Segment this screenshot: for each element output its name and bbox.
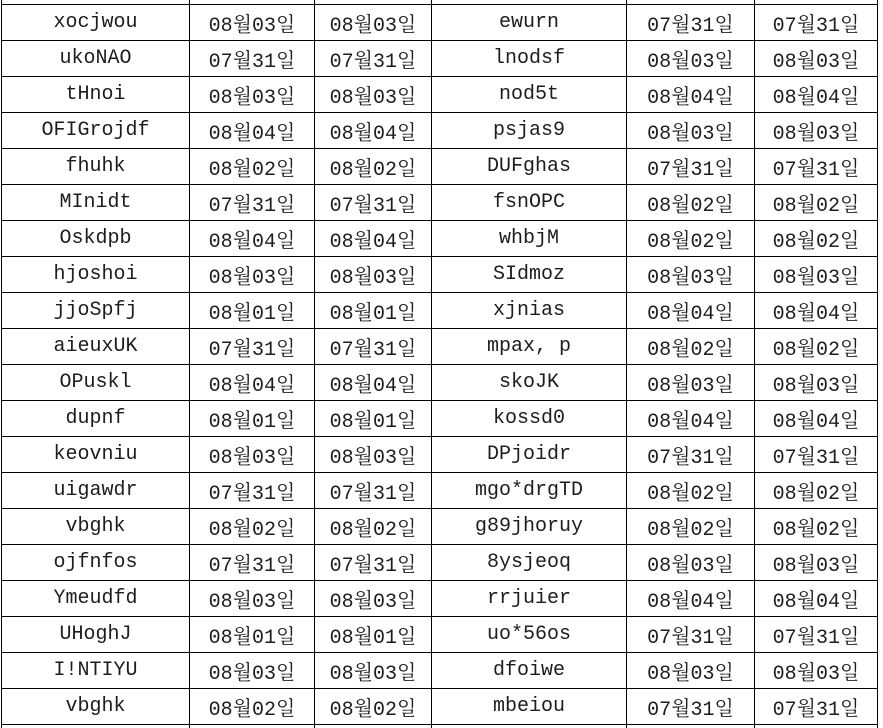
table-row bbox=[2, 293, 878, 329]
date-cell: 07월31일 bbox=[755, 617, 878, 653]
name-cell: ewurn bbox=[432, 5, 627, 41]
table-row bbox=[2, 149, 878, 185]
table-row bbox=[2, 509, 878, 545]
date-cell: 08월03일 bbox=[315, 5, 432, 41]
date-cell: 07월31일 bbox=[190, 41, 315, 77]
name-cell: uigawdr bbox=[2, 473, 190, 509]
date-cell: 07월31일 bbox=[315, 473, 432, 509]
name-cell: rrjuier bbox=[432, 581, 627, 617]
table-row bbox=[2, 545, 878, 581]
date-cell: 07월31일 bbox=[315, 545, 432, 581]
name-cell bbox=[432, 725, 627, 728]
name-cell: mgo*drgTD bbox=[432, 473, 627, 509]
date-cell: 08월04일 bbox=[627, 581, 755, 617]
date-cell: 08월03일 bbox=[755, 653, 878, 689]
name-cell: vbghk bbox=[2, 509, 190, 545]
name-cell: Oskdpb bbox=[2, 221, 190, 257]
date-cell: 08월02일 bbox=[315, 689, 432, 725]
date-cell: 08월02일 bbox=[190, 689, 315, 725]
table-row bbox=[2, 113, 878, 149]
name-cell: kossd0 bbox=[432, 401, 627, 437]
name-cell: xjnias bbox=[432, 293, 627, 329]
date-cell: 08월03일 bbox=[190, 77, 315, 113]
table-row bbox=[2, 5, 878, 41]
date-cell: 08월02일 bbox=[627, 185, 755, 221]
name-cell: UHoghJ bbox=[2, 617, 190, 653]
date-cell: 08월02일 bbox=[627, 221, 755, 257]
name-cell bbox=[2, 725, 190, 728]
name-cell: whbjM bbox=[432, 221, 627, 257]
date-cell: 07월31일 bbox=[190, 329, 315, 365]
name-cell: OPuskl bbox=[2, 365, 190, 401]
partial-row bbox=[2, 725, 878, 728]
name-cell: mpax, p bbox=[432, 329, 627, 365]
table-row bbox=[2, 581, 878, 617]
name-cell: fhuhk bbox=[2, 149, 190, 185]
date-cell: 08월04일 bbox=[755, 581, 878, 617]
table-row bbox=[2, 329, 878, 365]
name-cell: mbeiou bbox=[432, 689, 627, 725]
name-cell: uo*56os bbox=[432, 617, 627, 653]
date-cell: 08월03일 bbox=[190, 581, 315, 617]
date-cell: 08월03일 bbox=[315, 653, 432, 689]
date-cell: 08월03일 bbox=[755, 257, 878, 293]
date-cell: 08월03일 bbox=[755, 365, 878, 401]
date-cell: 08월02일 bbox=[190, 149, 315, 185]
table-row bbox=[2, 689, 878, 725]
date-cell: 08월03일 bbox=[627, 41, 755, 77]
date-cell: 08월04일 bbox=[627, 401, 755, 437]
date-cell: 08월03일 bbox=[627, 257, 755, 293]
date-cell: 07월31일 bbox=[755, 437, 878, 473]
name-cell: ojfnfos bbox=[2, 545, 190, 581]
date-cell: 08월04일 bbox=[627, 293, 755, 329]
date-cell: 08월01일 bbox=[190, 293, 315, 329]
name-cell: ukoNAO bbox=[2, 41, 190, 77]
name-cell: xocjwou bbox=[2, 5, 190, 41]
table-row bbox=[2, 221, 878, 257]
name-cell: OFIGrojdf bbox=[2, 113, 190, 149]
date-cell: 08월02일 bbox=[627, 473, 755, 509]
date-cell: 08월04일 bbox=[755, 77, 878, 113]
name-cell: tHnoi bbox=[2, 77, 190, 113]
date-cell: 07월31일 bbox=[755, 689, 878, 725]
date-cell: 07월31일 bbox=[190, 545, 315, 581]
date-cell: 07월31일 bbox=[315, 185, 432, 221]
table-row bbox=[2, 41, 878, 77]
date-cell: 08월03일 bbox=[190, 257, 315, 293]
date-cell: 08월04일 bbox=[190, 113, 315, 149]
date-cell: 08월04일 bbox=[190, 221, 315, 257]
date-cell: 08월03일 bbox=[755, 41, 878, 77]
dates-table bbox=[1, 0, 878, 728]
date-cell: 08월03일 bbox=[627, 113, 755, 149]
date-cell: 08월03일 bbox=[315, 77, 432, 113]
date-cell bbox=[755, 725, 878, 728]
name-cell: DUFghas bbox=[432, 149, 627, 185]
date-cell: 08월04일 bbox=[755, 293, 878, 329]
name-cell: nod5t bbox=[432, 77, 627, 113]
date-cell: 08월02일 bbox=[315, 149, 432, 185]
name-cell: I!NTIYU bbox=[2, 653, 190, 689]
date-cell: 07월31일 bbox=[627, 5, 755, 41]
name-cell: MInidt bbox=[2, 185, 190, 221]
name-cell: dfoiwe bbox=[432, 653, 627, 689]
name-cell: Ymeudfd bbox=[2, 581, 190, 617]
name-cell: SIdmoz bbox=[432, 257, 627, 293]
date-cell: 07월31일 bbox=[315, 41, 432, 77]
date-cell: 08월02일 bbox=[627, 329, 755, 365]
table-row bbox=[2, 437, 878, 473]
date-cell: 07월31일 bbox=[627, 149, 755, 185]
table-row bbox=[2, 653, 878, 689]
table-row bbox=[2, 473, 878, 509]
date-cell: 08월04일 bbox=[315, 221, 432, 257]
date-cell: 08월02일 bbox=[627, 509, 755, 545]
name-cell: jjoSpfj bbox=[2, 293, 190, 329]
date-cell: 08월02일 bbox=[190, 509, 315, 545]
date-cell: 07월31일 bbox=[627, 617, 755, 653]
date-cell: 08월04일 bbox=[190, 365, 315, 401]
name-cell: dupnf bbox=[2, 401, 190, 437]
date-cell: 07월31일 bbox=[315, 329, 432, 365]
table-row bbox=[2, 185, 878, 221]
name-cell: 8ysjeoq bbox=[432, 545, 627, 581]
date-cell bbox=[627, 725, 755, 728]
date-cell: 07월31일 bbox=[755, 5, 878, 41]
name-cell: aieuxUK bbox=[2, 329, 190, 365]
date-cell: 08월03일 bbox=[755, 113, 878, 149]
date-cell: 08월01일 bbox=[315, 401, 432, 437]
name-cell: vbghk bbox=[2, 689, 190, 725]
date-cell bbox=[315, 725, 432, 728]
date-cell: 08월03일 bbox=[315, 257, 432, 293]
date-cell: 07월31일 bbox=[755, 149, 878, 185]
date-cell: 08월03일 bbox=[755, 545, 878, 581]
date-cell: 08월03일 bbox=[190, 437, 315, 473]
date-cell: 08월02일 bbox=[755, 185, 878, 221]
date-cell: 08월02일 bbox=[755, 473, 878, 509]
date-cell: 08월04일 bbox=[315, 113, 432, 149]
date-cell: 08월04일 bbox=[627, 77, 755, 113]
name-cell: skoJK bbox=[432, 365, 627, 401]
date-cell: 07월31일 bbox=[190, 185, 315, 221]
date-cell: 08월03일 bbox=[627, 653, 755, 689]
table-row bbox=[2, 77, 878, 113]
date-cell: 08월02일 bbox=[755, 509, 878, 545]
table-row bbox=[2, 257, 878, 293]
date-cell: 08월01일 bbox=[315, 617, 432, 653]
table-body bbox=[2, 0, 878, 728]
date-cell: 08월04일 bbox=[315, 365, 432, 401]
date-cell: 08월01일 bbox=[190, 617, 315, 653]
date-cell: 08월02일 bbox=[755, 329, 878, 365]
date-cell: 08월03일 bbox=[315, 437, 432, 473]
date-cell: 07월31일 bbox=[190, 473, 315, 509]
name-cell: lnodsf bbox=[432, 41, 627, 77]
date-cell: 07월31일 bbox=[627, 689, 755, 725]
date-cell: 08월03일 bbox=[627, 365, 755, 401]
date-cell: 08월02일 bbox=[755, 221, 878, 257]
date-cell: 08월04일 bbox=[755, 401, 878, 437]
date-cell bbox=[190, 725, 315, 728]
date-cell: 08월01일 bbox=[315, 293, 432, 329]
table-row bbox=[2, 617, 878, 653]
table-row bbox=[2, 365, 878, 401]
date-cell: 08월03일 bbox=[627, 545, 755, 581]
name-cell: g89jhoruy bbox=[432, 509, 627, 545]
date-cell: 08월03일 bbox=[190, 5, 315, 41]
name-cell: psjas9 bbox=[432, 113, 627, 149]
name-cell: hjoshoi bbox=[2, 257, 190, 293]
date-cell: 08월03일 bbox=[190, 653, 315, 689]
name-cell: keovniu bbox=[2, 437, 190, 473]
date-cell: 07월31일 bbox=[627, 437, 755, 473]
date-cell: 08월02일 bbox=[315, 509, 432, 545]
name-cell: DPjoidr bbox=[432, 437, 627, 473]
table-row bbox=[2, 401, 878, 437]
name-cell: fsnOPC bbox=[432, 185, 627, 221]
date-cell: 08월03일 bbox=[315, 581, 432, 617]
date-cell: 08월01일 bbox=[190, 401, 315, 437]
